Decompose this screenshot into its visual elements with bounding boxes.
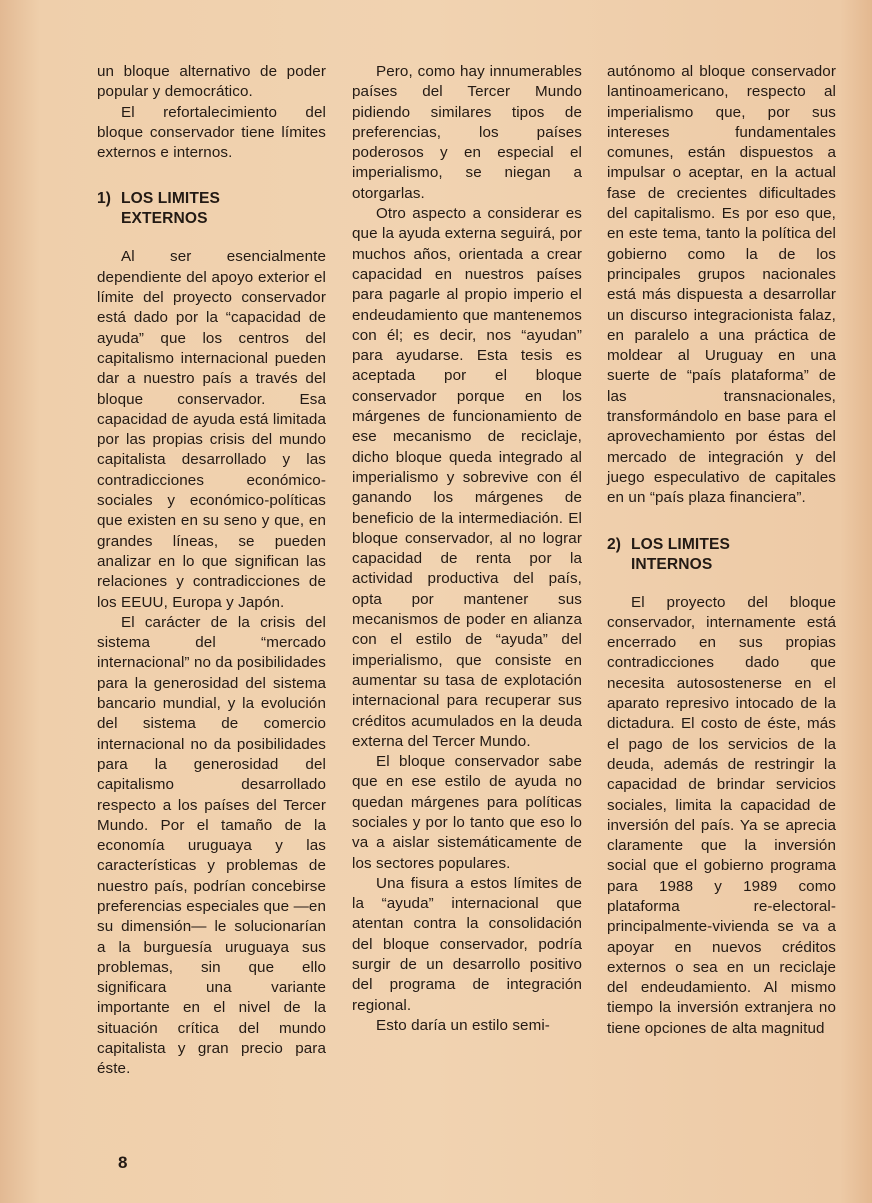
paragraph: autónomo al bloque conservador lantinoamericano, respecto al imperialismo que, por sus intereses fundamentales comunes, están dispuestos a impulsar o aceptar, en la actual fase de crecientes dificultades del capitalismo. Es por eso que, en este tema, tanto la política del gobierno como la de los principales grupos nacionales está más dispuesta a desarrollar un discurso integracionista falaz, en paralelo a una práctica de moldear al Uruguay en una suerte de “país plataforma” de las transnacionales, transformándolo en base para el aprovechamiento por éstas del mercado de integración y del juego especulativo de capitales en un “país plaza financiera”. (607, 63, 836, 507)
paragraph: Otro aspecto a considerar es que la ayuda externa seguirá, por muchos años, orientada a crear capacidad en nuestros países para pagarle al propio imperio el endeudamiento que mantenemos con él; es decir, nos “ayudan” para ayudarse. Esta tesis es aceptada por el bloque conservador porque en los márgenes de funcionamiento de ese mecanismo de reciclaje, dicho bloque queda integrado al imperialismo y sobrevive con él ganando los márgenes de beneficio de la intermediación. El bloque conservador, al no lograr capacidad de renta por la actividad productiva del país, opta por mantener sus mecanismos de poder en alianza con el estilo de “ayuda” del imperialismo, que consiste en aumentar su tasa de explotación internacional para recuperar sus créditos acumulados en la deuda externa del Tercer Mundo. (352, 205, 582, 750)
paragraph: El proyecto del bloque conservador, internamente está encerrado en sus propias contradicciones dado que necesita autosostenerse en el aparato represivo intocado de la dictadura. El costo de éste, más el pago de los servicios de la deuda, además de restringir la capacidad de brindar servicios sociales, limita la capacidad de inversión del país. Ya se aprecia claramente que la inversión social que el gobierno programa para 1988 y 1989 como plataforma re-electoral-principalmente-vivienda se va a apoyar en nuevos créditos externos o sea en un reciclaje del endeudamiento. Al mismo tiempo la inversión extranjera no tiene opciones de alta magnitud (607, 593, 836, 1037)
heading-number: 1) (97, 190, 112, 208)
page-number: 8 (118, 1153, 128, 1172)
heading-line: LOS LIMITES (121, 190, 220, 208)
column-3 (607, 62, 836, 1039)
paragraph: Una fisura a estos límites de la “ayuda” internacional que atentan contra la consolidación del bloque conservador, podría surgir de un desarrollo positivo del programa de integración regional. (352, 874, 582, 1014)
paragraph: El refortalecimiento del bloque conservador tiene límites externos e internos. (97, 103, 326, 162)
paragraph: Pero, como hay innumerables países del Tercer Mundo pidiendo similares tipos de preferencias, los países poderosos y en especial el imperialismo, se niegan a otorgarlas. (352, 63, 582, 202)
section-heading-external-limits (97, 189, 326, 229)
paragraph: Al ser esencialmente dependiente del apoyo exterior el límite del proyecto conservador está dado por la “capacidad de ayuda” que los centros del capitalismo internacional pueden dar a nuestro país a través del bloque conservador. Esa capacidad de ayuda está limitada por las propias crisis del mundo capitalista desarrollado y las contradicciones económico-sociales y económico-políticas que existen en su seno y que, en grandes líneas, se pueden analizar en lo que significan las relaciones y contradicciones de los EEUU, Europa y Japón. (97, 248, 326, 611)
paragraph: El carácter de la crisis del sistema del “mercado internacional” no da posibilidades para la generosidad del sistema bancario mundial, y la evolución del sistema de comercio internacional no da posibilidades para la generosidad del capitalismo desarrollado respecto a los países del Tercer Mundo. Por el tamaño de la economía uruguaya y las características y problemas de nuestro país, podrían concebirse preferencias especiales que —en su dimensión— le solucionarían a la burguesía uruguaya sus problemas, sin que ello significara una variante importante en el nivel de la situación crítica del mundo capitalista y gran precio para éste. (97, 613, 326, 1078)
column-2 (352, 62, 582, 1036)
paragraph: Esto daría un estilo semi- (376, 1016, 550, 1034)
heading-line: INTERNOS (631, 555, 713, 573)
section-heading-internal-limits (607, 535, 836, 575)
paragraph: un bloque alternativo de poder popular y democrático. (97, 63, 326, 101)
paragraph: El bloque conservador sabe que en ese estilo de ayuda no quedan márgenes para políticas sociales y por lo tanto que eso lo va a aislar sistemáticamente de los sectores populares. (352, 753, 582, 872)
heading-line: LOS LIMITES (631, 535, 730, 553)
column-1 (97, 62, 326, 1080)
heading-line: EXTERNOS (121, 210, 208, 228)
heading-number: 2) (607, 535, 622, 553)
